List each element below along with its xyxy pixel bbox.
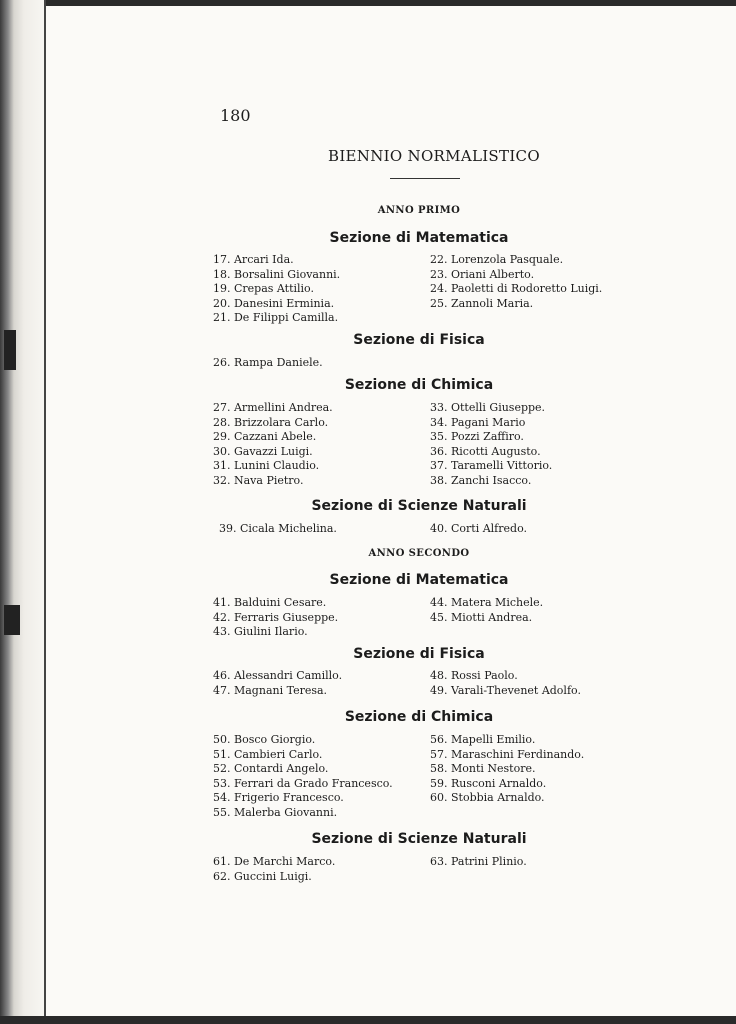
student-entry: 59. Rusconi Arnaldo. (430, 776, 547, 790)
student-entry: 24. Paoletti di Rodoretto Luigi. (430, 282, 603, 296)
student-list-left (213, 733, 393, 821)
student-list-right (430, 253, 602, 311)
student-entry: 26. Rampa Daniele. (213, 356, 323, 369)
page-title: BIENNIO NORMALISTICO (328, 147, 540, 165)
student-list-left (213, 855, 335, 884)
student-entry: 29. Cazzani Abele. (213, 430, 317, 444)
student-entry: 45. Miotti Andrea. (430, 610, 533, 624)
binding-mark (4, 605, 20, 635)
student-entry: 50. Bosco Giorgio. (213, 733, 316, 746)
student-entry: 54. Frigerio Francesco. (213, 791, 344, 805)
student-entry: 40. Corti Alfredo. (430, 522, 527, 535)
page-number: 180 (220, 106, 251, 125)
student-entry: 37. Taramelli Vittorio. (430, 459, 553, 473)
student-list-left (213, 669, 342, 698)
student-entry: 35. Pozzi Zaffiro. (430, 430, 524, 444)
student-entry: 41. Balduini Cesare. (213, 596, 327, 609)
student-entry: 62. Guccini Luigi. (213, 869, 312, 883)
title-rule (390, 178, 460, 179)
year-heading: ANNO SECONDO (368, 548, 470, 559)
student-entry: 44. Matera Michele. (430, 596, 544, 609)
student-entry: 21. De Filippi Camilla. (213, 311, 339, 325)
student-entry: 39. Cicala Michelina. (219, 522, 337, 535)
student-list-right (430, 733, 584, 806)
student-entry: 48. Rossi Paolo. (430, 669, 518, 682)
student-entry: 52. Contardi Angelo. (213, 762, 329, 776)
student-list-right (430, 522, 527, 537)
student-entry: 55. Malerba Giovanni. (213, 805, 338, 819)
section-heading: Sezione di Scienze Naturali (311, 498, 527, 514)
student-list-left (213, 596, 338, 640)
scan-edge-top (0, 0, 736, 6)
student-entry: 47. Magnani Teresa. (213, 683, 328, 697)
student-entry: 61. De Marchi Marco. (213, 855, 336, 868)
student-entry: 25. Zannoli Maria. (430, 296, 534, 310)
student-entry: 32. Nava Pietro. (213, 473, 304, 487)
student-entry: 42. Ferraris Giuseppe. (213, 610, 339, 624)
student-entry: 56. Mapelli Emilio. (430, 733, 536, 746)
student-entry: 53. Ferrari da Grado Francesco. (213, 776, 393, 790)
student-entry: 38. Zanchi Isacco. (430, 473, 532, 487)
student-entry: 34. Pagani Mario (430, 415, 526, 429)
section-heading: Sezione di Matematica (329, 230, 509, 246)
student-list-left (213, 356, 323, 371)
student-list-right (430, 401, 552, 489)
section-heading: Sezione di Matematica (329, 572, 509, 588)
student-entry: 43. Giulini Ilario. (213, 625, 308, 639)
student-entry: 27. Armellini Andrea. (213, 401, 333, 414)
student-entry: 51. Cambieri Carlo. (213, 747, 323, 761)
student-list-right (430, 855, 527, 870)
section-heading: Sezione di Chimica (344, 377, 494, 393)
student-entry: 57. Maraschini Ferdinando. (430, 747, 585, 761)
scan-edge-bottom (0, 1016, 736, 1024)
student-entry: 33. Ottelli Giuseppe. (430, 401, 546, 414)
student-entry: 30. Gavazzi Luigi. (213, 444, 313, 458)
student-entry: 17. Arcari Ida. (213, 253, 294, 266)
student-entry: 49. Varali-Thevenet Adolfo. (430, 683, 581, 697)
student-entry: 20. Danesini Erminia. (213, 296, 335, 310)
student-list-right (430, 669, 581, 698)
section-heading: Sezione di Fisica (353, 646, 485, 662)
student-entry: 46. Alessandri Camillo. (213, 669, 343, 682)
student-list-left (213, 253, 340, 326)
student-entry: 60. Stobbia Arnaldo. (430, 791, 545, 805)
student-entry: 58. Monti Nestore. (430, 762, 536, 776)
student-entry: 19. Crepas Attilio. (213, 282, 314, 296)
section-heading: Sezione di Chimica (344, 709, 494, 725)
student-entry: 18. Borsalini Giovanni. (213, 267, 341, 281)
student-entry: 23. Oriani Alberto. (430, 267, 535, 281)
student-entry: 22. Lorenzola Pasquale. (430, 253, 564, 266)
year-heading: ANNO PRIMO (377, 205, 461, 216)
student-entry: 63. Patrini Plinio. (430, 855, 527, 868)
student-list-left (219, 522, 337, 537)
student-list-left (213, 401, 333, 489)
student-entry: 28. Brizzolara Carlo. (213, 415, 329, 429)
student-entry: 36. Ricotti Augusto. (430, 444, 541, 458)
section-heading: Sezione di Scienze Naturali (311, 831, 527, 847)
student-list-right (430, 596, 543, 625)
section-heading: Sezione di Fisica (353, 332, 485, 348)
student-entry: 31. Lunini Claudio. (213, 459, 320, 473)
